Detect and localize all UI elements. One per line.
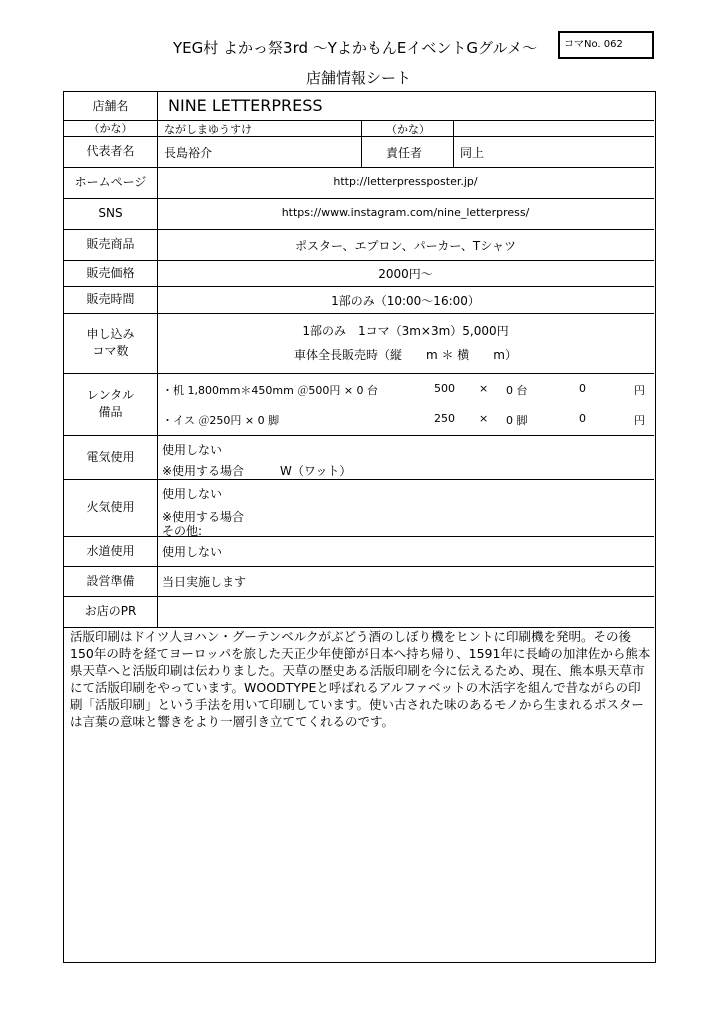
price-value: 2000円〜: [378, 267, 433, 281]
pr-text: 活版印刷はドイツ人ヨハン・グーテンベルクがぶどう酒のしぼり機をヒントに印刷機を発明。その後150年の時を経てヨーロッパを旅した天正少年使節が日本へ持ち帰り、1591年に長崎の加津佐から熊本県天草へと活版印刷は伝わりました。天草の歴史ある活版印刷を今に伝えるため、現在、熊本県天草市にて活版印刷をやっています。WOODTYPEと呼ばれるアルファベットの木活字を組んで昔ながらの印刷「活版印刷」という手法を用いて印刷しています。使い古された味のあるモノから生まれるポスターは言葉の意味と響きをより一層引き立ててくれるのです。: [70, 629, 651, 729]
kana-label-responsible: （かな）: [386, 123, 430, 136]
apply-line1: 1部のみ 1コマ（3m×3m）5,000円: [302, 324, 509, 338]
apply-label: [64, 313, 157, 373]
rental-chair: ・イス ＠250円 × 0 脚: [162, 414, 280, 427]
shop-name-label: 店舗名: [92, 98, 129, 113]
rental-label: [64, 373, 157, 435]
electricity-value: 使用しない: [162, 443, 223, 457]
kana-value: ながしまゆうすけ: [164, 123, 252, 136]
rental-desk-x: ×: [479, 382, 489, 395]
rental-chair-total: 0: [579, 412, 586, 425]
kana-label: （かな）: [88, 121, 133, 135]
rental-chair-x: ×: [479, 412, 489, 425]
fire-other: その他:: [162, 524, 203, 538]
pr-label: お店のPR: [84, 604, 137, 618]
rental-desk-total: 0: [579, 382, 586, 395]
setup-label: 設営準備: [86, 573, 135, 588]
hours-value: 1部のみ（10:00〜16:00）: [331, 294, 480, 308]
rental-desk-unit: 500: [434, 382, 455, 395]
rental-desk-yen: 円: [634, 384, 645, 397]
homepage-label: ホームページ: [74, 175, 147, 189]
price-label: 販売価格: [86, 265, 135, 280]
rental-chair-unit: 250: [434, 412, 455, 425]
setup-value: 当日実施します: [162, 575, 247, 589]
rental-chair-yen: 円: [634, 414, 645, 427]
rental-label-line1: レンタル: [86, 388, 135, 402]
apply-label-line2: コマ数: [92, 344, 129, 358]
representative-value: 長島裕介: [164, 146, 213, 160]
rental-desk: ・机 1,800mm＊450mm ＠500円 × 0 台: [162, 384, 379, 397]
products-label: 販売商品: [86, 237, 135, 251]
shop-name-value: NINE LETTERPRESS: [168, 96, 323, 115]
fire-value: 使用しない: [162, 487, 223, 501]
apply-label-line1: 申し込み: [86, 327, 135, 341]
homepage-value: http://letterpressposter.jp/: [333, 175, 478, 188]
sheet-title: YEG村 よかっ祭3rd 〜YよかもんEイベントGグルメ〜: [173, 39, 538, 57]
responsible-value: 同上: [460, 146, 485, 160]
sns-label: SNS: [98, 206, 123, 220]
rental-desk-qty: 0 台: [506, 384, 528, 397]
apply-line2: 車体全長販売時（縦 m ＊ 横 m）: [293, 348, 517, 362]
koma-number-box: コマNo. 062: [558, 31, 654, 59]
shop-info-form: [63, 91, 656, 963]
water-label: 水道使用: [86, 543, 135, 558]
electricity-note: ※使用する場合 W（ワット）: [162, 464, 352, 478]
rental-label-line2: 備品: [98, 405, 123, 419]
sheet-subtitle: 店舗情報シート: [306, 69, 412, 87]
hours-label: 販売時間: [86, 292, 135, 306]
electricity-label: 電気使用: [86, 449, 135, 464]
fire-note: ※使用する場合: [162, 510, 245, 524]
rental-chair-qty: 0 脚: [506, 414, 528, 427]
sns-value: https://www.instagram.com/nine_letterpress/: [281, 206, 530, 219]
products-value: ポスター、エプロン、パーカー、Tシャツ: [295, 239, 516, 253]
fire-label: 火気使用: [86, 500, 135, 514]
representative-label: 代表者名: [86, 144, 135, 158]
water-value: 使用しない: [162, 545, 223, 559]
responsible-label: 責任者: [386, 146, 423, 160]
